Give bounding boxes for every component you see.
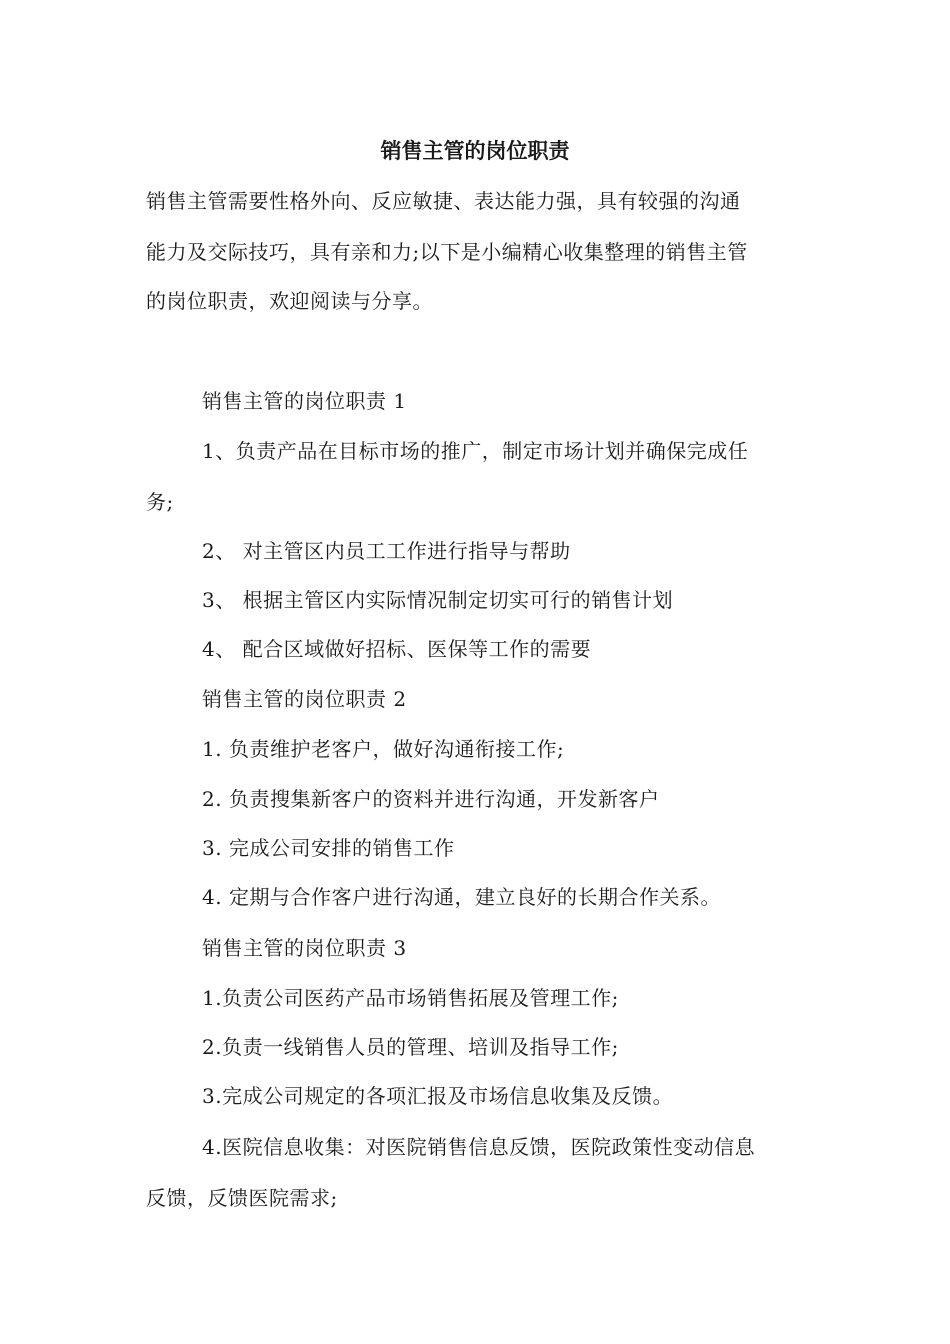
section-1-item-4: 4、 配合区域做好招标、医保等工作的需要 [202, 637, 592, 661]
section-2-item-3: 3. 完成公司安排的销售工作 [202, 836, 455, 860]
intro-line-2: 能力及交际技巧，具有亲和力;以下是小编精心收集整理的销售主管 [146, 240, 748, 264]
section-2-heading: 销售主管的岗位职责 2 [202, 687, 407, 711]
intro-line-1: 销售主管需要性格外向、反应敏捷、表达能力强，具有较强的沟通 [146, 189, 741, 213]
document-title: 销售主管的岗位职责 [380, 139, 570, 163]
section-1-item-2: 2、 对主管区内员工工作进行指导与帮助 [202, 539, 571, 563]
section-3-item-1: 1.负责公司医药产品市场销售拓展及管理工作; [202, 986, 619, 1010]
section-2-item-2: 2. 负责搜集新客户的资料并进行沟通，开发新客户 [202, 787, 660, 811]
section-2-item-1: 1. 负责维护老客户，做好沟通衔接工作; [202, 737, 565, 761]
section-3-item-3: 3.完成公司规定的各项汇报及市场信息收集及反馈。 [202, 1084, 674, 1108]
section-3-item-4-cont: 反馈，反馈医院需求; [146, 1186, 338, 1210]
section-1-item-3: 3、 根据主管区内实际情况制定切实可行的销售计划 [202, 588, 674, 612]
section-3-item-4: 4.医院信息收集：对医院销售信息反馈，医院政策性变动信息 [202, 1135, 756, 1159]
section-1-heading: 销售主管的岗位职责 1 [202, 389, 407, 413]
section-1-item-1: 1、负责产品在目标市场的推广，制定市场计划并确保完成任 [202, 439, 749, 463]
section-3-item-2: 2.负责一线销售人员的管理、培训及指导工作; [202, 1035, 619, 1059]
section-1-item-1-cont: 务; [146, 490, 174, 514]
section-2-item-4: 4. 定期与合作客户进行沟通，建立良好的长期合作关系。 [202, 885, 721, 909]
intro-line-3: 的岗位职责，欢迎阅读与分享。 [146, 289, 433, 313]
section-3-heading: 销售主管的岗位职责 3 [202, 936, 407, 960]
